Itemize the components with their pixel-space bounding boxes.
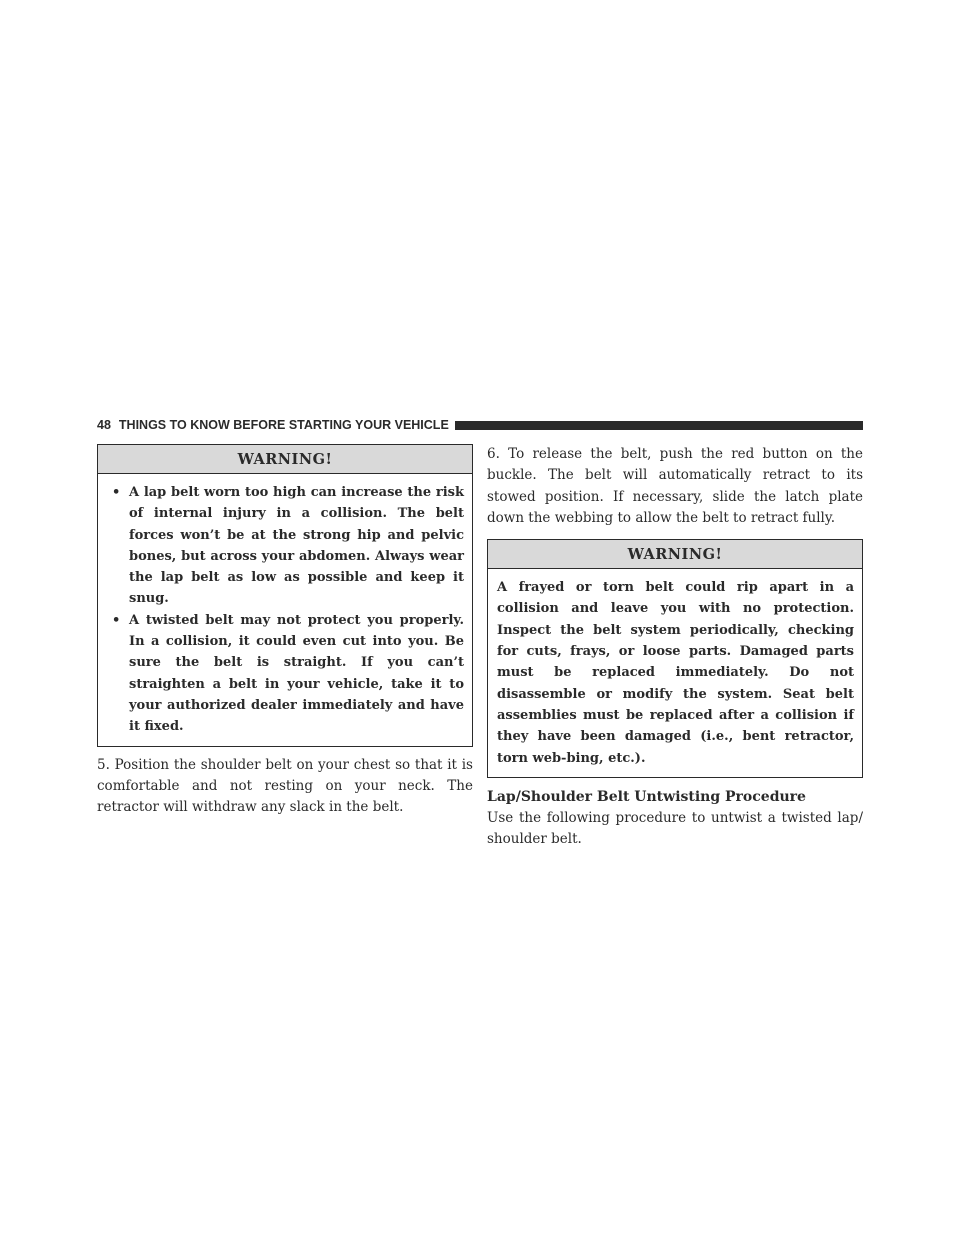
- warning-title: WARNING!: [488, 540, 862, 569]
- warning-title: WARNING!: [98, 445, 472, 474]
- warning-list: [107, 482, 464, 738]
- step-5-paragraph: 5. Position the shoulder belt on your chest so that it is comfortable and not resting on your neck. The retractor will withdraw any slack in the belt.: [97, 756, 473, 816]
- section-title: THINGS TO KNOW BEFORE STARTING YOUR VEHICLE: [118, 418, 449, 432]
- warning-body: [98, 474, 472, 746]
- warning-body: A frayed or torn belt could rip apart in a collision and leave you with no protection. Inspect the belt system periodically, checking for cuts, frays, or loose parts. Damaged parts must be replaced immediately. Do not disassemble or modify the system. Seat belt assemblies must be replaced after a collision if they have been damaged (i.e., bent retractor, torn web-bing, etc.).: [497, 580, 854, 766]
- right-column: [487, 444, 863, 851]
- warning-item: [107, 610, 464, 738]
- warning-item-text: A lap belt worn too high can increase the risk of internal injury in a collision. The belt forces won’t be at the strong hip and pelvic bones, but across your abdomen. Always wear the lap belt as low as possible and keep it snug.: [129, 485, 464, 607]
- left-column: [97, 444, 473, 818]
- header-rule: [455, 421, 863, 430]
- step-6-paragraph: 6. To release the belt, push the red button on the buckle. The belt will automatically retract to its stowed position. If necessary, slide the latch plate down the webbing to allow the belt to retract fully.: [487, 446, 863, 526]
- bullet-icon: •: [112, 485, 121, 500]
- warning-item-text: A twisted belt may not protect you properly. In a collision, it could even cut into you. Be sure the belt is straight. If you can’t straighten a belt in your vehicle, take it to your authorized dealer immediately and have it fixed.: [129, 612, 464, 735]
- warning-box-lap-belt: [97, 444, 473, 747]
- warning-box-frayed-belt: [487, 539, 863, 778]
- page-header: [97, 416, 863, 434]
- untwisting-procedure-heading: Lap/Shoulder Belt Untwisting Procedure: [487, 788, 806, 805]
- untwisting-intro-paragraph: Use the following procedure to untwist a twisted lap/ shoulder belt.: [487, 810, 863, 848]
- bullet-icon: •: [112, 612, 121, 628]
- page-number: 48: [97, 418, 111, 432]
- warning-item: [107, 482, 464, 610]
